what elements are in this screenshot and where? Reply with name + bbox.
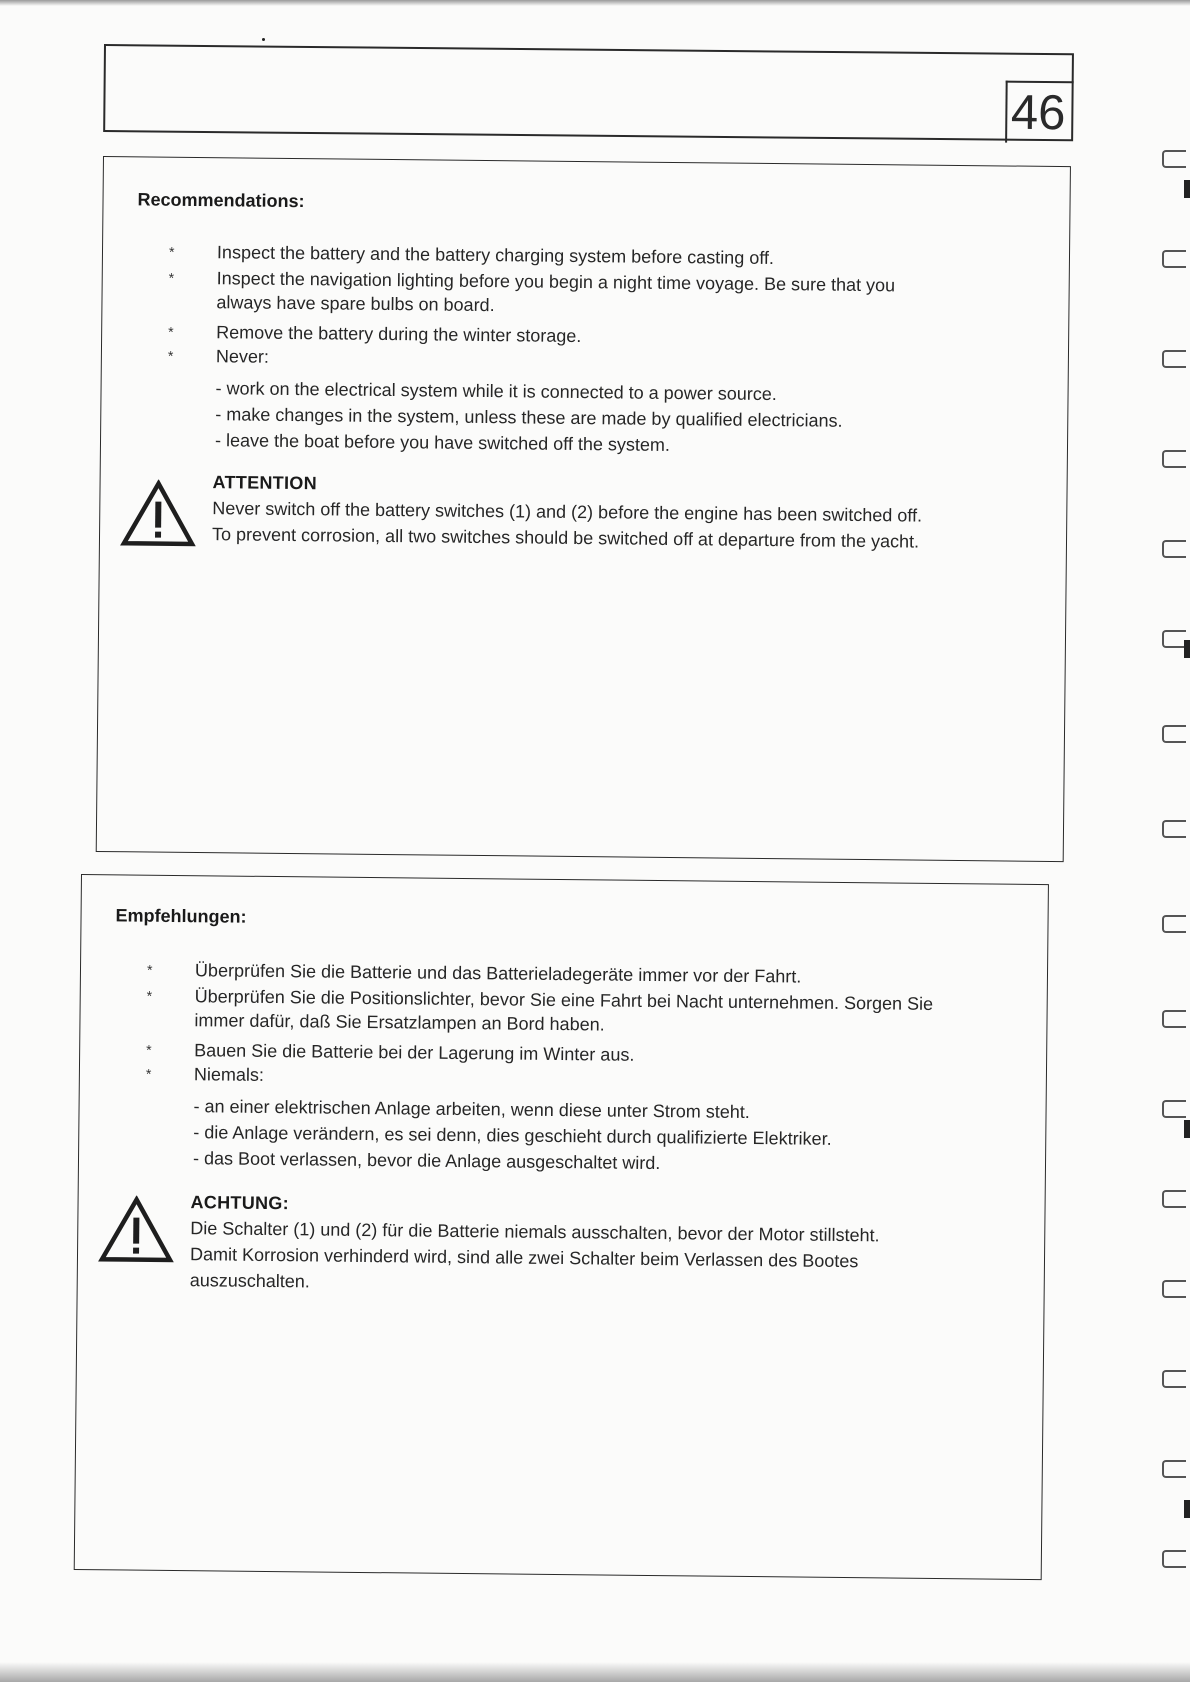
german-bullet-2-line-2: immer dafür, daß Sie Ersatzlampen an Bord haben. <box>194 1010 605 1035</box>
binding-ring <box>1162 1010 1186 1028</box>
scan-bottom-edge <box>0 1662 1190 1682</box>
warning-triangle-icon <box>120 479 197 548</box>
binding-ring <box>1162 1280 1186 1298</box>
warning-triangle-icon <box>98 1195 175 1264</box>
binding-ring <box>1162 450 1186 468</box>
binding-ring <box>1162 350 1186 368</box>
scan-top-edge <box>0 0 1190 6</box>
english-attention-line-2: To prevent corrosion, all two switches should be switched off at departure from the yacht. <box>211 524 920 552</box>
binding-ring <box>1162 1100 1186 1118</box>
english-never-item-3: - leave the boat before you have switched off the system. <box>214 430 671 455</box>
english-bullet-3: Remove the battery during the winter storage. <box>216 322 582 347</box>
binding-ring <box>1162 820 1186 838</box>
german-bullet-1: Überprüfen Sie die Batterie und das Batterieladegeräte immer vor der Fahrt. <box>194 960 802 987</box>
german-never-item-1: - an einer elektrischen Anlage arbeiten, wenn diese unter Strom steht. <box>193 1096 750 1123</box>
bullet-marker: * <box>167 347 174 364</box>
german-attention-line-3: auszuschalten. <box>189 1270 310 1292</box>
bullet-marker: * <box>146 1041 152 1058</box>
binding-ring <box>1162 630 1186 648</box>
english-attention-line-1: Never switch off the battery switches (1) and (2) before the engine has been switched off. <box>212 498 923 526</box>
page-header-box <box>103 44 1074 141</box>
binding-ring <box>1162 1460 1186 1478</box>
german-bullet-4: Niemals: <box>193 1064 265 1085</box>
english-recommendations-panel <box>96 156 1071 862</box>
binding-ring <box>1162 1190 1186 1208</box>
english-never-item-1: - work on the electrical system while it is connected to a power source. <box>215 378 777 405</box>
english-attention-title: ATTENTION <box>212 472 318 494</box>
binding-ring <box>1162 150 1186 168</box>
bullet-marker: * <box>168 243 175 260</box>
german-attention-title: ACHTUNG: <box>190 1192 290 1214</box>
binding-ring <box>1162 250 1186 268</box>
german-bullet-2-line-1: Überprüfen Sie die Positionslichter, bevor Sie eine Fahrt bei Nacht unternehmen. Sorgen Sie <box>194 986 934 1014</box>
english-bullet-2-line-2: always have spare bulbs on board. <box>216 292 495 316</box>
german-never-item-3: - das Boot verlassen, bevor die Anlage ausgeschaltet wird. <box>192 1148 661 1174</box>
bullet-marker: * <box>168 323 174 340</box>
german-attention-line-2: Damit Korrosion verhinderd wird, sind alle zwei Schalter beim Verlassen des Bootes <box>189 1244 859 1272</box>
german-bullet-3: Bauen Sie die Batterie bei der Lagerung im Winter aus. <box>194 1040 635 1065</box>
binding-ring <box>1162 1550 1186 1568</box>
scan-speck <box>262 38 265 41</box>
german-never-item-2: - die Anlage verändern, es sei denn, dies geschieht durch qualifizierte Elektriker. <box>193 1122 832 1149</box>
binding-ring <box>1162 725 1186 743</box>
page-number: 46 <box>1010 85 1066 141</box>
bullet-marker: * <box>146 987 153 1004</box>
german-heading: Empfehlungen: <box>115 905 247 927</box>
binding-tab <box>1184 1120 1190 1138</box>
bullet-marker: * <box>145 1065 152 1082</box>
english-heading: Recommendations: <box>137 189 305 212</box>
bullet-marker: * <box>168 269 175 286</box>
binding-ring <box>1162 1370 1186 1388</box>
english-bullet-2-line-1: Inspect the navigation lighting before you begin a night time voyage. Be sure that you <box>216 268 896 296</box>
binding-tab <box>1184 640 1190 658</box>
spiral-binding <box>1148 0 1190 1682</box>
german-attention-line-1: Die Schalter (1) und (2) für die Batterie niemals ausschalten, bevor der Motor stillsteht. <box>190 1218 880 1246</box>
english-bullet-4: Never: <box>215 346 270 367</box>
bullet-marker: * <box>146 961 153 978</box>
binding-tab <box>1184 1500 1190 1518</box>
page-number-box <box>1005 81 1074 144</box>
english-never-item-2: - make changes in the system, unless these are made by qualified electricians. <box>215 404 843 431</box>
english-bullet-1: Inspect the battery and the battery charging system before casting off. <box>216 242 775 269</box>
german-empfehlungen-panel <box>74 874 1049 1580</box>
binding-tab <box>1184 180 1190 198</box>
binding-ring <box>1162 915 1186 933</box>
binding-ring <box>1162 540 1186 558</box>
